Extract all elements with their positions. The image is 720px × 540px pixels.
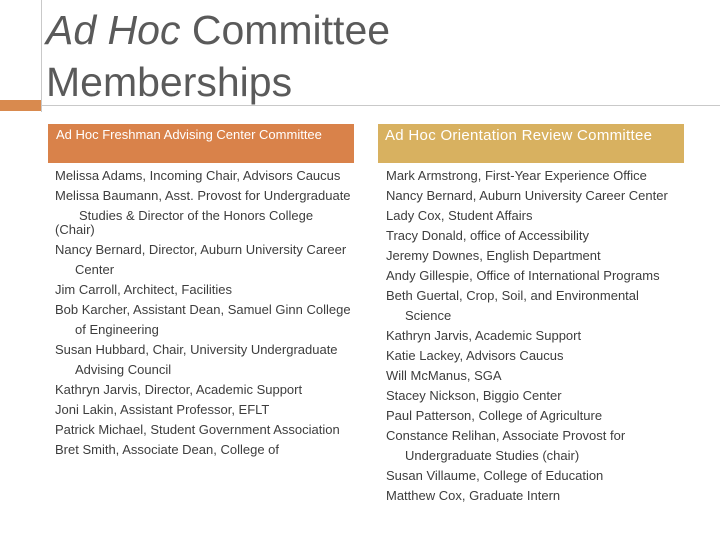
member-item: Melissa Adams, Incoming Chair, Advisors Caucus [55, 168, 341, 183]
member-item: Beth Guertal, Crop, Soil, and Environmental [386, 288, 639, 303]
member-item: Kathryn Jarvis, Director, Academic Support [55, 382, 303, 397]
member-item: Mark Armstrong, First-Year Experience Office [386, 168, 647, 183]
member-item: Studies & Director of the Honors College (Chair) [55, 208, 314, 237]
member-item: Susan Villaume, College of Education [386, 468, 604, 483]
member-item: Constance Relihan, Associate Provost for [386, 428, 626, 443]
member-item: Bob Karcher, Assistant Dean, Samuel Ginn College [55, 302, 351, 317]
member-item: Andy Gillespie, Office of International Programs [386, 268, 660, 283]
member-item: Matthew Cox, Graduate Intern [386, 488, 561, 503]
left-member-list [55, 169, 355, 457]
right-column-header: Ad Hoc Orientation Review Committee [378, 124, 684, 163]
title-line2: Memberships [46, 59, 293, 105]
member-item: Nancy Bernard, Director, Auburn University Career [55, 242, 347, 257]
member-item: Undergraduate Studies (chair) [405, 448, 580, 463]
member-item: Nancy Bernard, Auburn University Career Center [386, 188, 668, 203]
member-item: Melissa Baumann, Asst. Provost for Undergraduate [55, 188, 351, 203]
member-item: Stacey Nickson, Biggio Center [386, 388, 562, 403]
member-item: Kathryn Jarvis, Academic Support [386, 328, 582, 343]
title-italic: Ad Hoc [46, 7, 181, 53]
title-rest: Committee [180, 7, 391, 53]
member-item: Jeremy Downes, English Department [386, 248, 601, 263]
member-item: Tracy Donald, office of Accessibility [386, 228, 590, 243]
member-item: Science [405, 308, 452, 323]
member-item: Advising Council [75, 362, 172, 377]
slide-title [46, 4, 686, 108]
member-item: Will McManus, SGA [386, 368, 502, 383]
member-item: Patrick Michael, Student Government Association [55, 422, 340, 437]
member-item: Jim Carroll, Architect, Facilities [55, 282, 232, 297]
member-item: Bret Smith, Associate Dean, College of [55, 442, 280, 457]
member-item: Lady Cox, Student Affairs [386, 208, 533, 223]
member-item: Center [75, 262, 115, 277]
member-item: Joni Lakin, Assistant Professor, EFLT [55, 402, 270, 417]
member-item: Paul Patterson, College of Agriculture [386, 408, 603, 423]
title-divider-vertical [41, 0, 42, 112]
member-item: of Engineering [75, 322, 159, 337]
left-column-header: Ad Hoc Freshman Advising Center Committee [48, 124, 354, 163]
member-item: Katie Lackey, Advisors Caucus [386, 348, 564, 363]
right-member-list [386, 169, 686, 503]
member-item: Susan Hubbard, Chair, University Undergraduate [55, 342, 338, 357]
title-accent-bar [0, 100, 41, 111]
